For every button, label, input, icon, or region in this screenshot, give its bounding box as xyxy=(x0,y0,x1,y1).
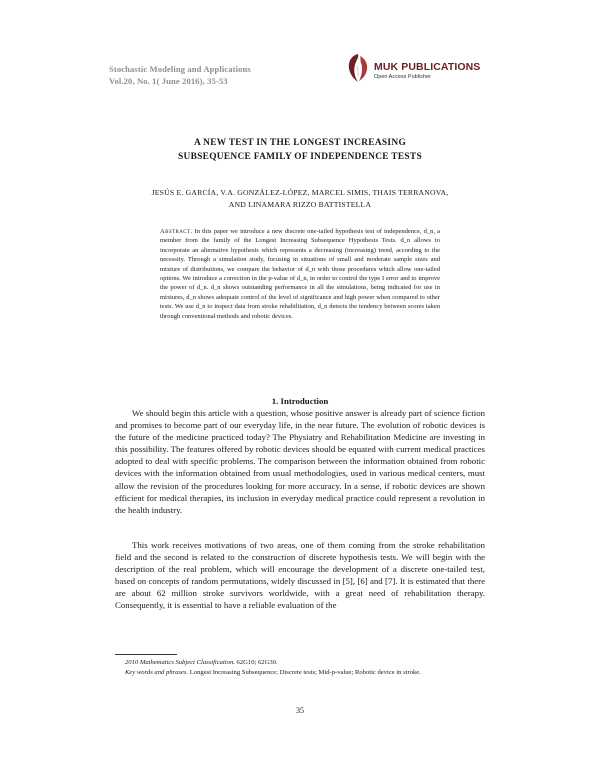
footnote-keywords xyxy=(115,668,485,677)
journal-name: Stochastic Modeling and Applications xyxy=(109,64,251,74)
publisher-logo xyxy=(344,50,494,90)
page-number: 35 xyxy=(296,706,304,715)
abstract xyxy=(160,227,440,321)
paper-title-line-1: A NEW TEST IN THE LONGEST INCREASING xyxy=(193,138,407,148)
author-line-2: AND LINAMARA RIZZO BATTISTELLA xyxy=(228,200,372,209)
journal-volume: Vol.20, No. 1( June 2016), 35-53 xyxy=(109,76,228,86)
abstract-heading: Abstract. xyxy=(160,228,193,235)
intro-paragraph-1: We should begin this article with a question, whose positive answer is already part of science fiction and promises to become part of our everyday life, in the near future. The evolution of robotic devices is the future of the medicine practiced today? The Physiatry and Rehabilitation Medicine are investing in this possibility. The features offered by robotic devices should be equated with current medical practices adopted to deal with specific problems. The comparison between the information obtained from robotic devices with the information obtained from usual methodologies, used in various medical centers, must allow the revision of the procedures looking for more accuracy. In a sense, if robotic devices are shown efficient for medical therapies, its inclusion in everyday medical practice could represent a revolution in the health industry. xyxy=(115,408,485,515)
msc-label: 2010 Mathematics Subject Classification. xyxy=(125,659,235,666)
publisher-tagline: Open Access Publisher xyxy=(374,74,431,80)
paper-title-line-2: SUBSEQUENCE FAMILY OF INDEPENDENCE TESTS xyxy=(178,152,422,162)
journal-header xyxy=(109,63,251,87)
body-paragraph xyxy=(115,539,485,612)
msc-codes: 62G10; 62G30. xyxy=(236,659,278,666)
publisher-emblem-icon xyxy=(344,50,372,86)
body-paragraph xyxy=(115,407,485,516)
publisher-name: MUK PUBLICATIONS xyxy=(374,61,481,73)
intro-paragraph-2: This work receives motivations of two areas, one of them coming from the stroke rehabilitation field and the second is related to the construction of discrete hypothesis tests. We will begin with the description of the real problem, which will encourage the development of a discrete one-tailed test, based on concepts of random permutations, widely discussed in [5], [6] and [7]. It is estimated that there are about 62 million stroke survivors worldwide, with a great need of rehabilitation therapy. Consequently, it is essential to have a reliable evaluation of the xyxy=(115,540,485,611)
abstract-text: In this paper we introduce a new discrete one-tailed hypothesis test of independence, d_n, a member from the family of the Longest Increasing Subsequence Hypothesis Tests. d_n allows to incorporate an alternative hypothesis which represents a decreasing (increasing) trend, according to the necessity. Through a simulation study, focusing in situations of small and moderate sample sizes and mixture of distributions, we compare the behavior of d_n with those procedures which allow one-tailed options. We introduce a correction in the p-value of d_n, in order to control the type I error and to improve the power of d_n. d_n shows outstanding performance in all the simulations, being indicated for use in mixtures, d_n shows adequate control of the level of significance and high power when compared to other tests. We use d_n to inspect data from stroke rehabilitation, d_n detects the tendency between scores taken through conventional methods and robotic devices. xyxy=(160,228,440,320)
section-heading: 1. Introduction xyxy=(271,396,329,406)
footnote-rule xyxy=(115,654,177,655)
author-line-1: JESÚS E. GARCÍA, V.A. GONZÁLEZ-LÓPEZ, MARCEL SIMIS, THAIS TERRANOVA, xyxy=(151,188,449,197)
keywords-label: Key words and phrases. xyxy=(125,669,189,676)
footnote-msc xyxy=(115,658,485,667)
keywords-text: Longest Increasing Subsequence; Discrete tests; Mid-p-value; Robotic device in stroke. xyxy=(189,669,421,676)
